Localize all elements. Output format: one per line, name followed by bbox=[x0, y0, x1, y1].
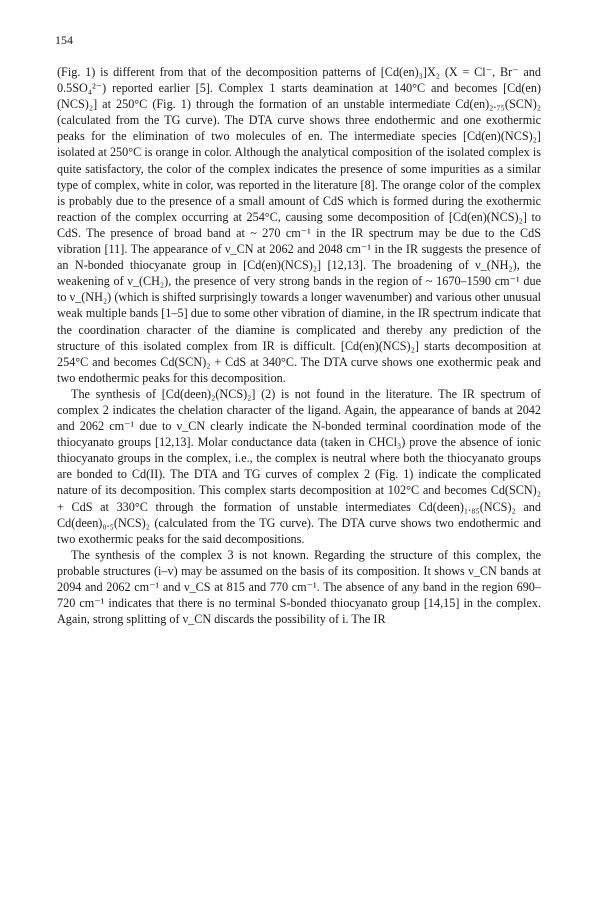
paragraph-1: (Fig. 1) is different from that of the decomposition patterns of [Cd(en)₃]X₂ (X = Cl⁻, Br⁻ and 0.5SO₄²⁻) reported earlier [5]. Complex 1 starts deamination at 140°C and becomes [Cd(en)(NCS)₂] at 250°C (Fig. 1) through the formation of an unstable intermediate Cd(en)₂.₇₅(SCN)₂ (calculated from the TG curve). The DTA curve shows three endothermic and one exothermic peaks for the elimination of two molecules of en. The intermediate species [Cd(en)(NCS)₂] isolated at 250°C is orange in color. Although the analytical composition of the isolated complex is quite satisfactory, the color of the complex indicates the presence of some impurities as a similar type of complex, white in color, was reported in the literature [8]. The orange color of the complex is probably due to the presence of a small amount of CdS which is formed during the exothermic reaction of the complex occurring at 254°C, causing some decomposition of [Cd(en)(NCS)₂] to CdS. The presence of broad band at ~ 270 cm⁻¹ in the IR spectrum may be due to the CdS vibration [11]. The appearance of ν_CN at 2062 and 2048 cm⁻¹ in the IR suggests the presence of an N-bonded thiocyanate group in [Cd(en)(NCS)₂] [12,13]. The broadening of ν_(NH₂), the weakening of ν_(CH₂), the presence of very strong bands in the region of ~ 1670–1590 cm⁻¹ due to ν_(NH₂) (which is shifted surprisingly towards a longer wavenumber) and various other unusual weak multiple bands [1–5] due to some other vibration of diamine, in the IR spectrum indicate that the coordination character of the diamine is complicated and thereby any prediction of the structure of this isolated complex from IR is difficult. [Cd(en)(NCS)₂] starts decomposition at 254°C and becomes Cd(SCN)₂ + CdS at 340°C. The DTA curve shows one exothermic peak and two endothermic peaks for this decomposition. bbox=[57, 65, 541, 385]
page-number: 154 bbox=[55, 33, 73, 47]
body-text bbox=[57, 64, 541, 627]
paragraph-3: The synthesis of the complex 3 is not known. Regarding the structure of this complex, the probable structures (i–v) may be assumed on the basis of its composition. It shows ν_CN bands at 2094 and 2062 cm⁻¹ and ν_CS at 815 and 770 cm⁻¹. The absence of any band in the region 690–720 cm⁻¹ indicates that there is no terminal S-bonded thiocyanato group [14,15] in the complex. Again, strong splitting of ν_CN discards the possibility of i. The IR bbox=[57, 547, 541, 627]
paragraph-2: The synthesis of [Cd(deen)₂(NCS)₂] (2) is not found in the literature. The IR spectrum of complex 2 indicates the chelation character of the ligand. Again, the appearance of bands at 2042 and 2062 cm⁻¹ due to ν_CN clearly indicate the N-bonded terminal coordination mode of the thiocyanato groups [12,13]. Molar conductance data (taken in CHCl₃) prove the absence of ionic thiocyanato groups in the complex, i.e., the complex is neutral where both the thiocyanato groups are bonded to Cd(II). The DTA and TG curves of complex 2 (Fig. 1) indicate the complicated nature of its decomposition. This complex starts decomposition at 102°C and becomes Cd(SCN)₂ + CdS at 330°C through the formation of unstable intermediates Cd(deen)₁.₈₅(NCS)₂ and Cd(deen)₀.₅(NCS)₂ (calculated from the TG curve). The DTA curve shows two endothermic and two exothermic peaks for the said decompositions. bbox=[57, 386, 541, 546]
